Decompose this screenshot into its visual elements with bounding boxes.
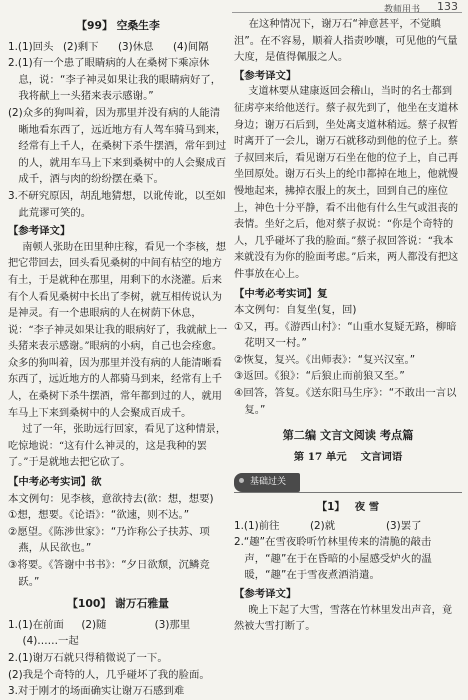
s99-q1 [8,39,228,56]
test2-line-5: ④回答，答复。《送东阳马生序》：“不敢出一言以复。” [234,387,457,416]
cont-line: 在这种情况下，谢万石“神意甚平，不觉瞋沮”。在不容易，顺着人指责吵嚷，可见他的气量大度，是值得佩服之人。 [234,18,458,64]
s100-q1-b-line: (4)……一起 [22,635,79,648]
s99-line-1: 2.(1)有一个患了眼睛病的人在桑树下乘凉休息，说：“李子神灵如果让我的眼睛病好了，我将献上一头猪来表示感谢。” [8,57,222,103]
s99-line-2: (2)众多的狗叫着，因为那里并没有病的人能清晰地看东西了，远近地方有人驾车骑马到来，经常有上千人，在桑树下杀牛摆酒，常年到过的人，就用车马上下来到桑树中的人会聚成百成千，酒与肉的纷纷摆在桑下。 [8,106,227,186]
s99-q1-a: 1.(1)回头 [8,40,54,53]
test1-line-4: ③将要。《答谢中书书》：“夕日欲颓，沉鳞竞跃。” [8,559,210,588]
ref3-para: 晚上下起了大雪，雪落在竹林里发出声音，竟然被大雪打断了。 [234,604,453,633]
section-100-title: 【100】 谢万石雅量 [67,597,169,611]
test1-label: 【中考必考实词】欲 [8,476,102,489]
s100-q1-a: 1.(1)在前面 [8,618,64,631]
section-99-title: 【99】 空桑生李 [76,19,160,32]
s100-q1 [8,617,228,634]
basic-tag: 基础过关 [234,473,300,492]
lesson-q1 [234,518,462,535]
test2-line-2: ①又，再。《游西山村》：“山重水复疑无路，柳暗花明又一村。” [234,320,457,350]
test1-line-3: ②愿望。《陈涉世家》：“乃诈称公子扶苏、项燕，从民欲也。” [8,525,210,555]
s100-line-1: 2.(1)谢万石就只得稍微说了一下。 [8,651,168,664]
lesson-q1-a: 1.(1)前往 [234,519,280,532]
s99-q1-b: (2)剩下 [63,40,99,53]
part-title: 第二编 文言文阅读 考点篇 [282,429,414,443]
right-column [234,16,462,636]
unit-name: 文言词语 [360,450,403,463]
lesson-q1-b: (2)就 [310,519,336,532]
unit-title [234,449,462,466]
left-column [8,16,228,700]
header-rule [232,12,462,13]
s100-q1-c: (3)那里 [154,618,191,631]
lesson-title [234,499,462,516]
test2-line-1: 本文例句：自复坐(复，回) [234,304,357,317]
unit-number: 第 17 单元 [293,450,347,463]
test2-line-4: ③返回。《狼》：“后狼止而前狼又至。” [234,370,405,383]
tag-line [234,473,462,493]
s100-q1-b: (2)随 [81,618,107,631]
test2-label: 【中考必考实词】复 [234,287,328,300]
page-number: 133 [437,0,458,13]
ref1-label: 【参考译文】 [8,225,71,238]
ref1-para-2: 过了一年，张助远行回家，看见了这种情景，吃惊地说：“这有什么神灵的，这是我种的罢了。”于是就地去把它砍了。 [8,424,227,469]
s100-line-3: 3.对于刚才的场面确实让谢万石感到难 [8,685,185,698]
lesson-name: 夜 雪 [354,501,380,514]
s100-line-2: (2)我是个奇特的人，几乎碰坏了我的脸面。 [8,668,210,681]
ref2-para: 支道林要从建康返回会稽山，当时的名士都到征虏亭来给他送行。蔡子叔先到了，他坐在支道林身边；谢万石后到，坐处离支道林稍远。蔡子叔暂时离开了一会儿，谢万石就移动到他的位子上。蔡子叔回来后，看见谢万石坐在他的位子上，自己再坐回原处。谢万石头上的纶巾都掉在地上，他就慢慢地起来，拂掉衣服上的灰土，回到自己的座位上，神色十分平静，看不出他有什么生气或沮丧的表情。坐好之后，他对蔡子叔说：“你是个奇特的人，几乎碰坏了我的脸面。”蔡子叔回答说：“我本来就没有为你的脸面考虑。”后来，两人都没有把这件事放在心上。 [234,86,459,280]
test1-line-2: ①想，想要。《论语》：“欲速，则不达。” [8,509,190,522]
s99-line-3: 3.不研究原因，胡乱地猜想，以讹传讹，以至如此荒谬可笑的。 [8,189,226,219]
ref3-label: 【参考译文】 [234,588,297,600]
s99-q1-d: (4)间隔 [173,40,209,53]
lesson-q2: 2.“趣”在雪夜聆听竹林里传来的清脆的敲击声，“趣”在于在昏暗的小屋感受炉火的温暖，“趣”在于雪夜煮酒消遣。 [234,536,432,582]
ref2-label: 【参考译文】 [234,69,297,82]
test2-line-3: ②恢复，复兴。《出师表》：“复兴汉室。” [234,353,416,366]
lesson-number: 【1】 [316,501,345,514]
page-header [0,0,468,14]
lesson-q1-c: (3)罢了 [386,519,422,532]
ref1-para-1: 南顿人张助在田里种庄稼，看见一个李核，想把它带回去，回头看见桑树的中间有枯空的地方有土，于是就种在那里，用剩下的水浇灌。后来有个人看见桑树中长出了李树，就互相传说认为是神灵。有一个患眼病的人在树荫下休息，说：“李子神灵如果让我的眼病好了，我就献上一头猪来表示感谢。”眼病的小病，自己也会痊愈。众多的狗叫着，因为那里并没有病的人能清晰看东西了，远近地方的人都骑马到来，经常有上千人，在桑树下杀牛摆酒，常年都到过的人，就用车马上下来到桑树中的人会聚成百成千。 [8,241,228,419]
s99-q1-c: (3)休息 [118,40,154,53]
header-label: 教师用书 [383,5,420,15]
test1-line-1: 本文例句：见李核，意欲持去(欲：想，想要) [8,492,214,505]
